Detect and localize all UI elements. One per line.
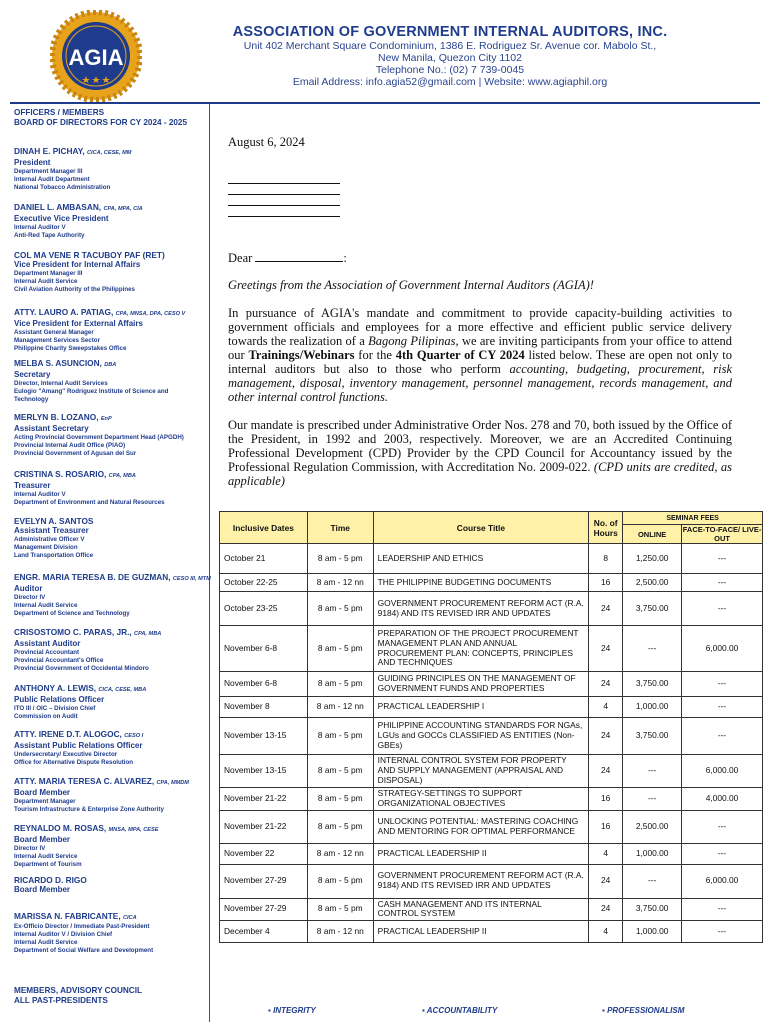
officer-role: Treasurer [14,481,51,490]
cell-dates: November 21-22 [220,810,308,843]
officer-name: ENGR. MARIA TERESA B. DE GUZMAN, CESO III, MTM [14,572,211,582]
header-face-to-face: FACE-TO-FACE/ LIVE-OUT [682,525,762,543]
officer-credentials: CICA [122,915,137,921]
officer-credentials: CPA, MBA [134,631,162,637]
cell-dates: November 8 [220,697,308,718]
officer-role: Executive Vice President [14,214,109,223]
cell-f2f-fee: --- [682,672,763,697]
cell-dates: October 23-25 [220,592,308,626]
contact-line: Email Address: info.agia52@gmail.com | Website: www.agiaphil.org [292,76,608,88]
cell-time: 8 am - 12 nn [307,843,373,864]
cell-f2f-fee: --- [682,718,763,755]
cell-f2f-fee: --- [682,544,763,574]
officer-detail: Department of Science and Technology [14,609,130,617]
salutation-blank [255,251,343,262]
officer-entry [14,683,210,721]
officer-entry [14,875,210,895]
officer-detail: Department of Tourism [14,860,82,868]
officer-detail: Provincial Government of Occidental Mindoro [14,664,149,672]
cell-time: 8 am - 5 pm [307,544,373,574]
cell-time: 8 am - 12 nn [307,574,373,592]
officer-entry [14,729,210,767]
table-row [220,788,763,811]
officer-detail: Land Transportation Office [14,551,94,559]
officer-entry [14,469,210,507]
recipient-line [228,173,340,184]
officer-entry [14,202,210,240]
telephone: Telephone No.: (02) 7 739-0045 [375,64,525,76]
officer-entry [14,516,210,560]
officer-credentials: DBA [104,362,117,368]
cell-time: 8 am - 5 pm [307,718,373,755]
officer-detail: Commission on Audit [14,712,78,720]
past-presidents: ALL PAST-PRESIDENTS [14,996,108,1005]
cell-time: 8 am - 12 nn [307,697,373,718]
officer-detail: Internal Audit Department [14,175,90,183]
cell-time: 8 am - 5 pm [307,626,373,672]
cell-hours: 24 [589,864,623,898]
cell-time: 8 am - 5 pm [307,810,373,843]
cell-dates: November 27-29 [220,864,308,898]
officer-entry [14,250,210,294]
officer-detail: Ex-Officio Director / Immediate Past-President [14,923,150,930]
sidebar-subheading: BOARD OF DIRECTORS FOR CY 2024 - 2025 [14,118,188,127]
officer-detail: ITO III / OIC – Division Chief [14,704,96,712]
cell-f2f-fee: --- [682,843,763,864]
cell-f2f-fee: --- [682,898,763,921]
officer-detail: Provincial Government of Agusan del Sur [14,449,137,457]
officer-name: EVELYN A. SANTOS [14,516,94,526]
officer-role: Assistant Treasurer [14,526,89,535]
greeting: Greetings from the Association of Government Internal Auditors (AGIA)! [228,278,594,292]
officer-role: President [14,158,51,167]
header-online: ONLINE [623,525,682,544]
table-row [220,843,763,864]
officer-detail: Department Manager III [14,167,83,175]
officer-name: CRISTINA S. ROSARIO, CPA, MBA [14,469,136,479]
officer-detail: Internal Audit Service [14,939,78,946]
salutation-colon: : [343,251,347,265]
cell-hours: 4 [589,843,623,864]
header-divider [10,102,760,104]
cell-title: THE PHILIPPINE BUDGETING DOCUMENTS [373,574,589,592]
sidebar-footer [14,986,142,1006]
cell-title: PREPARATION OF THE PROJECT PROCUREMENT MANAGEMENT PLAN AND ANNUAL PROCUREMENT PLAN: CONCEPTS, PRINCIPLES AND TECHNIQUES [373,626,589,672]
officer-detail: Undersecretary/ Executive Director [14,750,118,758]
officer-detail: Department Manager [14,797,76,805]
officer-detail: Internal Auditor V / Division Chief [14,931,113,938]
cell-title: GOVERNMENT PROCUREMENT REFORM ACT (R.A. 9184) AND ITS REVISED IRR AND UPDATES [373,592,589,626]
advisory-council: MEMBERS, ADVISORY COUNCIL [14,986,142,995]
cell-online-fee: 3,750.00 [623,898,682,921]
officer-detail: Anti-Red Tape Authority [14,231,85,239]
letter-date: August 6, 2024 [228,135,305,149]
officer-credentials: CICA, CESE, MM [87,150,132,156]
cell-time: 8 am - 5 pm [307,755,373,788]
cell-online-fee: 3,750.00 [623,592,682,626]
cell-dates: November 22 [220,843,308,864]
officer-name: DANIEL L. AMBASAN, CPA, MPA, CIA [14,202,143,212]
officer-detail: Internal Audit Service [14,277,78,285]
cell-dates: November 21-22 [220,788,308,811]
officer-credentials: CPA, MBA [108,473,136,479]
cell-f2f-fee: 6,000.00 [682,755,763,788]
officer-role: Board Member [14,788,71,797]
cell-title: PRACTICAL LEADERSHIP II [373,921,589,943]
officer-entry [14,627,210,673]
header-dates: Inclusive Dates [220,512,308,544]
cell-title: LEADERSHIP AND ETHICS [373,544,589,574]
officer-detail: Civil Aviation Authority of the Philippines [14,285,136,293]
cell-online-fee: 3,750.00 [623,672,682,697]
officer-role: Assistant Public Relations Officer [14,741,143,750]
table-row [220,574,763,592]
officer-name: ATTY. LAURO A. PATIAG, CPA, MNSA, DPA, CESO V [14,307,186,317]
officer-role: Assistant Secretary [14,424,89,433]
cell-hours: 8 [589,544,623,574]
officer-detail: Department of Social Welfare and Development [14,947,154,954]
cell-dates: October 22-25 [220,574,308,592]
officer-role: Auditor [14,584,43,593]
cell-title: INTERNAL CONTROL SYSTEM FOR PROPERTY AND SUPPLY MANAGEMENT (APPRAISAL AND DISPOSAL) [373,755,589,788]
cell-hours: 16 [589,788,623,811]
cell-title: CASH MANAGEMENT AND ITS INTERNAL CONTROL SYSTEM [373,898,589,921]
officer-detail: Provincial Internal Audit Office (PIAO) [14,441,126,449]
officer-credentials: CESO III, MTM [172,576,211,582]
table-row [220,626,763,672]
officer-detail: Director IV [14,844,46,852]
officer-detail: Office for Alternative Dispute Resolution [14,758,134,766]
salutation-text: Dear [228,251,256,265]
cell-hours: 24 [589,718,623,755]
officer-name: REYNALDO M. ROSAS, MNSA, MPA, CESE [14,823,159,833]
cell-online-fee: 1,000.00 [623,843,682,864]
officer-detail: Internal Audit Service [14,852,78,860]
letterhead [150,24,750,88]
footer-item: ▪ INTEGRITY [268,1006,316,1015]
cell-f2f-fee: --- [682,574,763,592]
header-time: Time [307,512,373,544]
address-line-1: Unit 402 Merchant Square Condominium, 1386 E. Rodriguez Sr. Avenue cor. Mabolo St., [243,40,657,52]
cell-title: PRACTICAL LEADERSHIP II [373,843,589,864]
cell-time: 8 am - 5 pm [307,672,373,697]
table-row [220,672,763,697]
officer-detail: Eulogio "Amang" Rodriguez Institute of Science and [14,387,169,395]
officer-role: Vice President for External Affairs [14,319,143,328]
officer-credentials: CPA, MMDM [156,780,189,786]
officer-name: CRISOSTOMO C. PARAS, JR., CPA, MBA [14,627,162,637]
cell-dates: November 6-8 [220,626,308,672]
officer-name: COL MA VENE R TACUBOY PAF (RET) [14,250,165,260]
officer-entry [14,146,210,192]
officer-detail: Management Division [14,543,78,551]
logo-text: AGIA [68,45,124,70]
cell-time: 8 am - 12 nn [307,921,373,943]
paragraph-2: Our mandate is prescribed under Administrative Order Nos. 278 and 70, both issued by the Office of the President, in 1992 and 2003, respectively. Moreover, we are an Accredited Continuing Professional Development (CPD) Provider by the CPD Council for Accountancy issued by the Professional Regulation Commission, with Accreditation No. 2009-022. (CPD units are credited, as applicable) [228,418,732,488]
cell-f2f-fee: 4,000.00 [682,788,763,811]
cell-online-fee: 1,250.00 [623,544,682,574]
officer-detail: Provincial Accountant [14,648,80,656]
officer-detail: Management Services Sector [14,336,100,344]
cell-f2f-fee: 6,000.00 [682,626,763,672]
cell-title: GUIDING PRINCIPLES ON THE MANAGEMENT OF GOVERNMENT FUNDS AND PROPERTIES [373,672,589,697]
officer-credentials: EnP [100,416,112,422]
cell-dates: November 6-8 [220,672,308,697]
cell-online-fee: 1,000.00 [623,921,682,943]
cell-online-fee: 2,500.00 [623,810,682,843]
cell-hours: 24 [589,898,623,921]
cell-online-fee: 2,500.00 [623,574,682,592]
cell-dates: October 21 [220,544,308,574]
officer-name: DINAH E. PICHAY, CICA, CESE, MM [14,146,132,156]
table-row [220,864,763,898]
officer-role: Public Relations Officer [14,695,105,704]
officer-detail: Philippine Charity Sweepstakes Office [14,344,127,352]
officer-name: ATTY. IRENE D.T. ALOGOC, CESO I [14,729,144,739]
cell-dates: November 13-15 [220,755,308,788]
cell-f2f-fee: --- [682,697,763,718]
paragraph-1: In pursuance of AGIA's mandate and commitment to provide capacity-building activities to government officials and employees for a more effective and efficient public service delivery towards the realization of a Bagong Pilipinas, we are inviting participants from your office to attend our Trainings/Webinars for the 4th Quarter of CY 2024 listed below. These are open not only to internal auditors but also to those who perform accounting, budgeting, procurement, risk management, disposal, inventory management, personnel management, records management, and other internal control functions. [228,306,732,404]
table-row [220,755,763,788]
cell-online-fee: --- [623,788,682,811]
officer-name: MARISSA N. FABRICANTE, CICA [14,911,137,921]
officer-credentials: MNSA, MPA, CESE [108,827,159,833]
officer-role: Assistant Auditor [14,639,81,648]
officer-detail: Administrative Officer V [14,535,85,543]
officer-name: MERLYN B. LOZANO, EnP [14,412,112,422]
cell-hours: 16 [589,810,623,843]
officer-entry [14,358,210,404]
sidebar-heading: OFFICERS / MEMBERS [14,108,105,117]
letter-body [228,135,732,488]
officer-detail: Technology [14,395,49,403]
officer-detail: Acting Provincial Government Department Head (APGDH) [14,433,184,441]
header-seminar-fees: SEMINAR FEES [623,512,763,525]
officer-entry [14,823,210,869]
officer-name: RICARDO D. RIGO [14,875,87,885]
cell-title: PRACTICAL LEADERSHIP I [373,697,589,718]
cell-online-fee: --- [623,626,682,672]
cell-hours: 24 [589,755,623,788]
officer-entry [14,776,210,814]
table-row [220,921,763,943]
cell-online-fee: --- [623,864,682,898]
officer-entry [14,307,210,353]
officer-role: Board Member [14,835,71,844]
officer-detail: Director, Internal Audit Services [14,379,108,387]
officer-credentials: CESO I [124,733,144,739]
officer-name: ANTHONY A. LEWIS, CICA, CESE, MBA [14,683,147,693]
officer-role: Secretary [14,370,51,379]
cell-hours: 4 [589,921,623,943]
officer-detail: Director IV [14,593,46,601]
cell-hours: 24 [589,592,623,626]
cell-time: 8 am - 5 pm [307,898,373,921]
officer-entry [14,911,210,955]
officer-detail: Internal Auditor V [14,490,66,498]
officer-detail: Internal Auditor V [14,223,66,231]
officer-name: ATTY. MARIA TERESA C. ALVAREZ, CPA, MMDM [14,776,189,786]
officer-detail: Department Manager III [14,269,83,277]
cell-dates: November 13-15 [220,718,308,755]
recipient-line [228,195,340,206]
cell-title: STRATEGY-SETTINGS TO SUPPORT ORGANIZATIONAL OBJECTIVES [373,788,589,811]
officer-detail: Tourism Infrastructure & Enterprise Zone Authority [14,805,164,813]
cell-f2f-fee: 6,000.00 [682,864,763,898]
officer-entry [14,572,210,618]
cell-time: 8 am - 5 pm [307,864,373,898]
officer-detail: Internal Audit Service [14,601,78,609]
cell-hours: 24 [589,626,623,672]
officer-role: Vice President for Internal Affairs [14,260,141,269]
officer-detail: National Tobacco Administration [14,183,111,191]
officer-detail: Provincial Accountant's Office [14,656,104,664]
recipient-line [228,184,340,195]
cell-f2f-fee: --- [682,592,763,626]
officer-credentials: CPA, MPA, CIA [103,206,143,212]
cell-hours: 24 [589,672,623,697]
officers-sidebar [14,108,211,1008]
header-title: Course Title [373,512,589,544]
cell-title: UNLOCKING POTENTIAL: MASTERING COACHING AND MENTORING FOR OPTIMAL PERFORMANCE [373,810,589,843]
cell-title: PHILIPPINE ACCOUNTING STANDARDS FOR NGAs, LGUs and GOCCs CLASSIFIED AS ENTITIES (Non-GBEs) [373,718,589,755]
footer-item: ▪ ACCOUNTABILITY [422,1006,498,1015]
table-row [220,544,763,574]
table-row [220,697,763,718]
table-row [220,810,763,843]
table-row [220,592,763,626]
cell-dates: November 27-29 [220,898,308,921]
table-row [220,718,763,755]
recipient-blanks [228,173,732,217]
officer-detail: Department of Environment and Natural Resources [14,498,165,506]
officer-name: MELBA S. ASUNCION, DBA [14,358,117,368]
officer-detail: Assistant General Manager [14,328,94,336]
cell-f2f-fee: --- [682,921,763,943]
officer-role: Board Member [14,885,71,894]
agia-logo [50,10,142,102]
cell-time: 8 am - 5 pm [307,788,373,811]
officer-credentials: CPA, MNSA, DPA, CESO V [115,311,186,317]
cell-time: 8 am - 5 pm [307,592,373,626]
org-name: ASSOCIATION OF GOVERNMENT INTERNAL AUDITORS, INC. [232,24,668,40]
cell-dates: December 4 [220,921,308,943]
officer-entry [14,412,210,458]
cell-title: GOVERNMENT PROCUREMENT REFORM ACT (R.A. 9184) AND ITS REVISED IRR AND UPDATES [373,864,589,898]
cell-f2f-fee: --- [682,810,763,843]
officer-credentials: CICA, CESE, MBA [98,687,147,693]
table-row [220,898,763,921]
header-hours: No. of Hours [589,512,623,544]
salutation [228,251,732,265]
cell-hours: 16 [589,574,623,592]
course-schedule-table [219,511,763,943]
recipient-line [228,206,340,217]
cell-online-fee: --- [623,755,682,788]
cell-online-fee: 3,750.00 [623,718,682,755]
cell-online-fee: 1,000.00 [623,697,682,718]
cell-hours: 4 [589,697,623,718]
footer-item: ▪ PROFESSIONALISM [602,1006,685,1015]
address-line-2: New Manila, Quezon City 1102 [378,52,522,64]
